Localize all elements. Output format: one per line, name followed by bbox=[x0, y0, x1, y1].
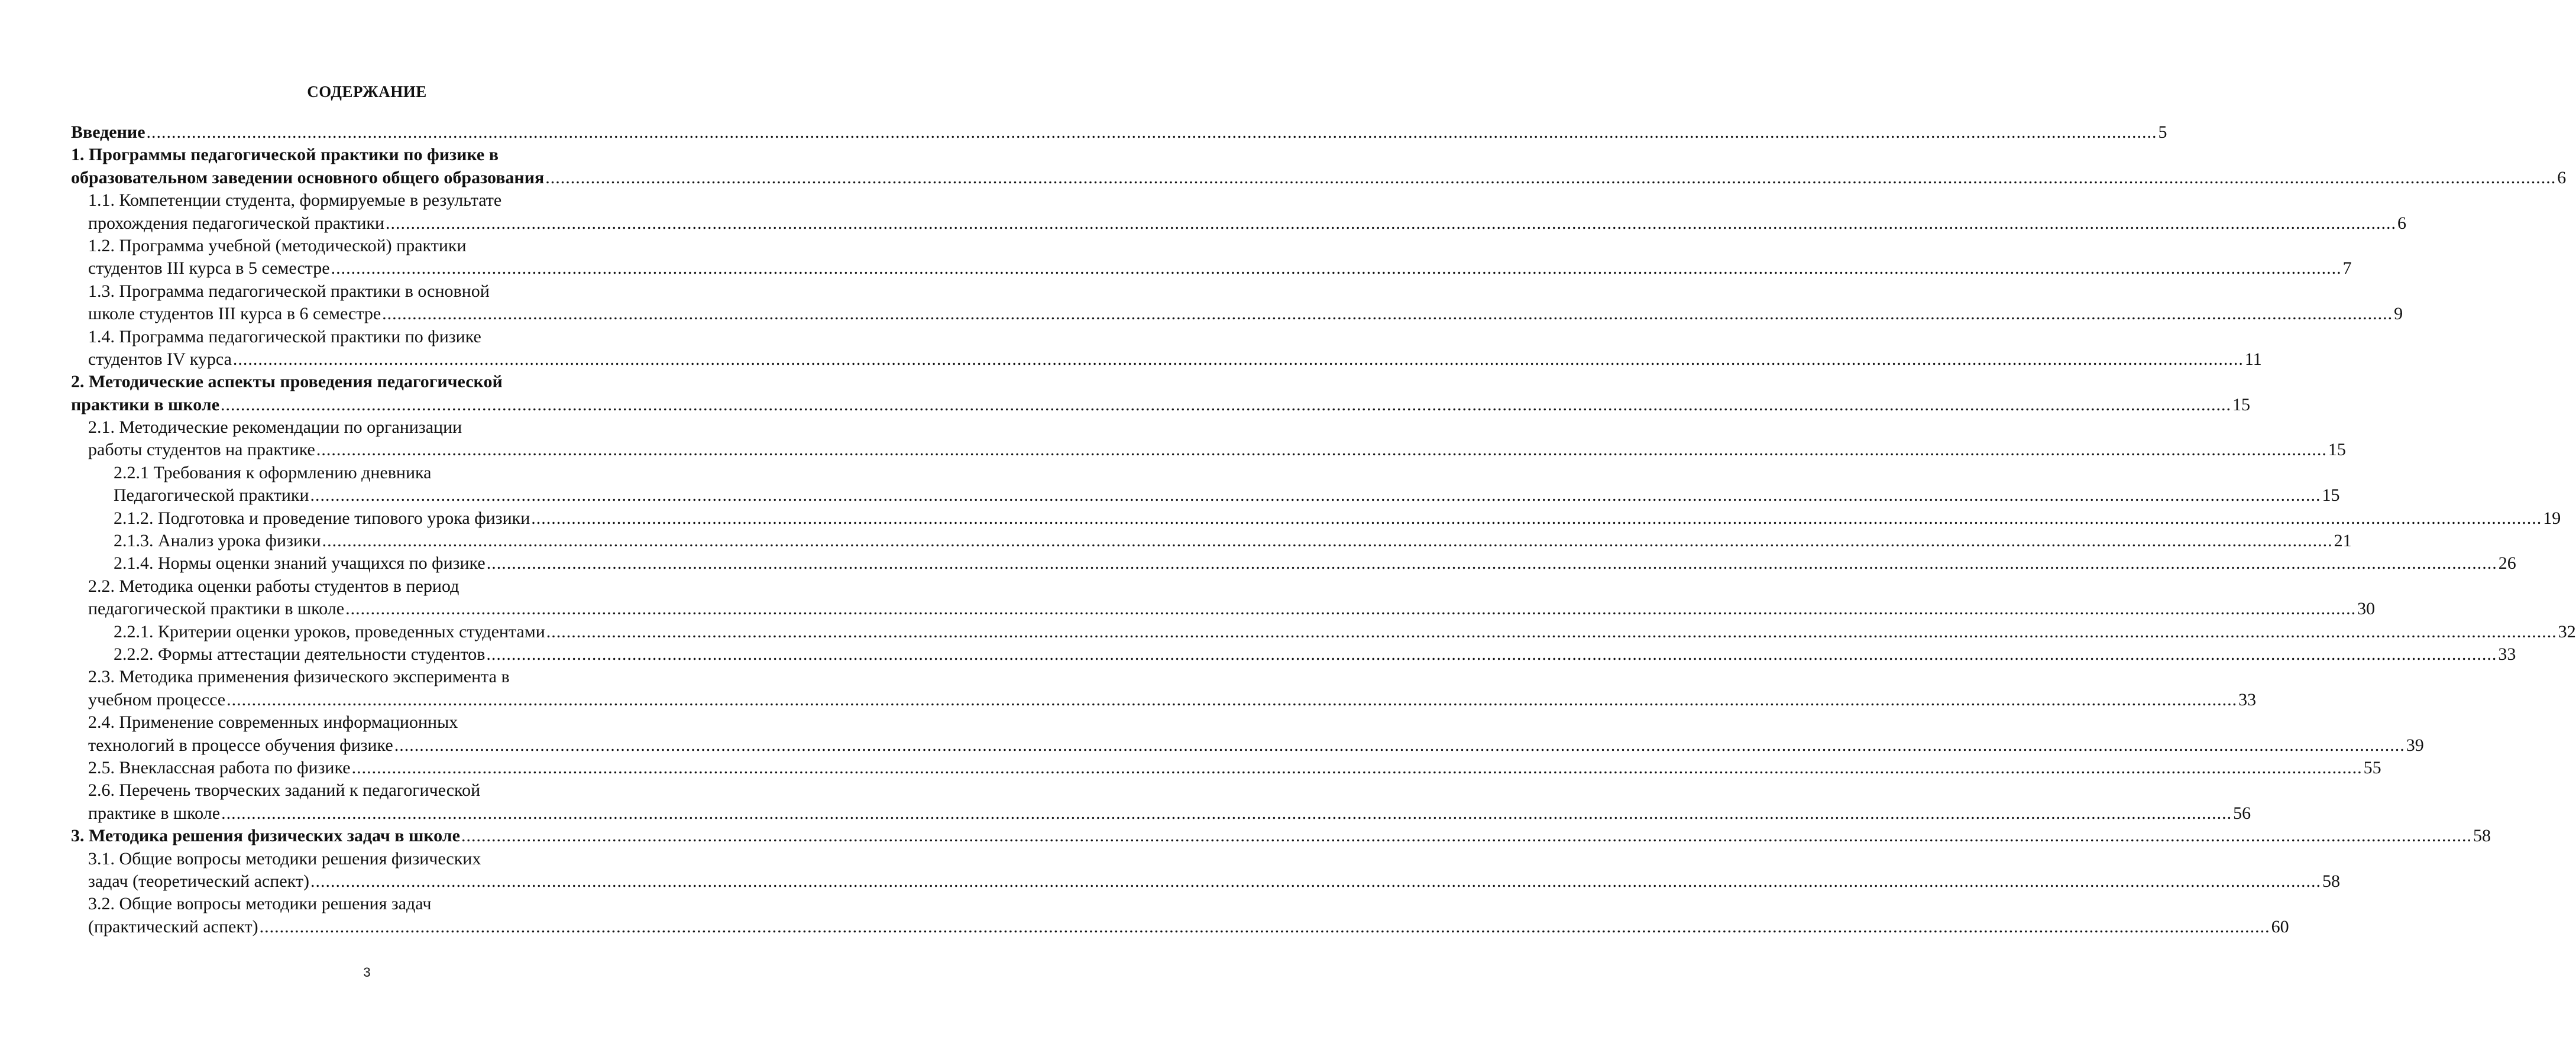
toc-leader-dots: ................................................................................................................................................................................................................................................................................................................................................................................................................ bbox=[322, 531, 2333, 551]
toc-entry-text: 3.1. Общие вопросы методики решения физических bbox=[88, 848, 481, 869]
toc-entry-text: 2.6. Перечень творческих заданий к педагогической bbox=[88, 780, 481, 801]
toc-leader-dots: ................................................................................................................................................................................................................................................................................................................................................................................................................ bbox=[531, 508, 2542, 528]
toc-leader-dots: ................................................................................................................................................................................................................................................................................................................................................................................................................ bbox=[316, 440, 2327, 460]
toc-entry-text: 2.4. Применение современных информационных bbox=[88, 712, 458, 733]
toc-leader-dots: ................................................................................................................................................................................................................................................................................................................................................................................................................ bbox=[546, 621, 2557, 641]
toc-page-number: 39 bbox=[2406, 735, 2424, 755]
toc-entry-title: 2.1.3. Анализ урока физики bbox=[114, 531, 321, 551]
toc-entry-title: 2.1.4. Нормы оценки знаний учащихся по физике bbox=[114, 553, 486, 573]
toc-leader-dots: ................................................................................................................................................................................................................................................................................................................................................................................................................ bbox=[232, 349, 2244, 369]
toc-entry-text: 2.3. Методика применения физического эксперимента в bbox=[88, 667, 510, 687]
toc-page-number: 15 bbox=[2232, 394, 2251, 414]
toc-entry[interactable] bbox=[71, 621, 2576, 643]
toc-entry[interactable] bbox=[71, 848, 2340, 893]
toc-entry-text: 1.3. Программа педагогической практики в основной bbox=[88, 281, 490, 301]
toc-entry-text: 1.2. Программа учебной (методической) практики bbox=[88, 235, 467, 255]
toc-entry[interactable] bbox=[71, 280, 2403, 326]
toc-page-number: 33 bbox=[2238, 689, 2257, 709]
toc-page-number: 55 bbox=[2363, 757, 2381, 777]
toc-entry[interactable] bbox=[71, 575, 2376, 621]
toc-entry-title: работы студентов на практике bbox=[88, 440, 315, 460]
toc-entry-text: 1. Программы педагогической практики по физике в bbox=[71, 145, 499, 165]
toc-page-number: 58 bbox=[2322, 871, 2340, 891]
toc-leader-dots: ................................................................................................................................................................................................................................................................................................................................................................................................................ bbox=[394, 735, 2405, 755]
toc-entry-title: технологий в процессе обучения физике bbox=[88, 735, 393, 755]
toc-entry[interactable] bbox=[71, 643, 2516, 666]
toc-entry-title: образовательном заведении основного общего образования bbox=[71, 167, 545, 187]
toc-entry-text: 2.1. Методические рекомендации по организации bbox=[88, 417, 462, 438]
toc-leader-dots: ................................................................................................................................................................................................................................................................................................................................................................................................................ bbox=[226, 689, 2238, 709]
toc-leader-dots: ................................................................................................................................................................................................................................................................................................................................................................................................................ bbox=[259, 916, 2270, 936]
toc-leader-dots: ................................................................................................................................................................................................................................................................................................................................................................................................................ bbox=[545, 167, 2556, 187]
toc-entry-title: 2.2.2. Формы аттестации деятельности студентов bbox=[114, 644, 486, 664]
toc-entry[interactable] bbox=[71, 507, 2561, 530]
toc-leader-dots: ................................................................................................................................................................................................................................................................................................................................................................................................................ bbox=[221, 394, 2232, 414]
toc-entry[interactable] bbox=[71, 666, 2257, 711]
toc-page-number: 26 bbox=[2498, 553, 2516, 573]
toc-leader-dots: ................................................................................................................................................................................................................................................................................................................................................................................................................ bbox=[486, 553, 2497, 573]
toc-entry[interactable] bbox=[71, 893, 2289, 938]
toc-page-number: 33 bbox=[2498, 644, 2516, 664]
toc-page-number: 21 bbox=[2334, 531, 2352, 551]
toc-leader-dots: ................................................................................................................................................................................................................................................................................................................................................................................................................ bbox=[382, 304, 2393, 324]
toc-page-number: 9 bbox=[2394, 304, 2403, 324]
toc-page-number: 19 bbox=[2543, 508, 2561, 528]
toc-entry[interactable] bbox=[71, 552, 2516, 575]
toc-entry-title: 3. Методика решения физических задач в школе bbox=[71, 826, 460, 846]
toc-leader-dots: ................................................................................................................................................................................................................................................................................................................................................................................................................ bbox=[146, 122, 2157, 142]
toc-page-number: 11 bbox=[2244, 349, 2262, 369]
toc-entry[interactable] bbox=[71, 121, 2167, 144]
toc-entry-title: студентов IV курса bbox=[88, 349, 232, 369]
toc-entry-title: 2.5. Внеклассная работа по физике bbox=[88, 757, 351, 777]
toc-entry[interactable] bbox=[71, 825, 2491, 847]
toc-entry[interactable] bbox=[71, 711, 2424, 757]
toc-entry-text: 2.2. Методика оценки работы студентов в период bbox=[88, 576, 459, 596]
toc-leader-dots: ................................................................................................................................................................................................................................................................................................................................................................................................................ bbox=[310, 871, 2321, 891]
toc-entry-text: 3.2. Общие вопросы методики решения задач bbox=[88, 894, 432, 914]
toc-leader-dots: ................................................................................................................................................................................................................................................................................................................................................................................................................ bbox=[461, 826, 2472, 846]
toc-entry[interactable] bbox=[71, 235, 2352, 280]
toc-leader-dots: ................................................................................................................................................................................................................................................................................................................................................................................................................ bbox=[486, 644, 2497, 664]
toc-entry[interactable] bbox=[71, 144, 2567, 189]
toc-leader-dots: ................................................................................................................................................................................................................................................................................................................................................................................................................ bbox=[345, 599, 2357, 619]
toc-page-number: 30 bbox=[2357, 599, 2376, 619]
toc-entry-title: практике в школе bbox=[88, 803, 221, 823]
toc-leader-dots: ................................................................................................................................................................................................................................................................................................................................................................................................................ bbox=[351, 757, 2363, 777]
toc-page-number: 5 bbox=[2158, 122, 2167, 142]
toc-page-number: 6 bbox=[2557, 167, 2567, 187]
toc-entry-title: школе студентов III курса в 6 семестре bbox=[88, 304, 381, 324]
toc-entry-title: Педагогической практики bbox=[114, 485, 309, 505]
toc-entry-title: 2.2.1. Критерии оценки уроков, проведенных студентами bbox=[114, 621, 545, 641]
toc-entry-title: Введение bbox=[71, 122, 145, 142]
toc-page-number: 58 bbox=[2473, 826, 2491, 846]
toc-entry[interactable] bbox=[71, 757, 2381, 779]
toc-entry-title: практики в школе bbox=[71, 394, 220, 414]
toc-page-number: 7 bbox=[2342, 258, 2352, 278]
toc-entry[interactable] bbox=[71, 326, 2262, 371]
toc-entry[interactable] bbox=[71, 371, 2251, 416]
toc-entry-title: задач (теоретический аспект) bbox=[88, 871, 309, 891]
toc-page-number: 15 bbox=[2322, 485, 2340, 505]
toc-entry-title: студентов III курса в 5 семестре bbox=[88, 258, 330, 278]
toc-entry-title: учебном процессе bbox=[88, 689, 226, 709]
toc-page-number: 56 bbox=[2233, 803, 2251, 823]
toc-page-number: 32 bbox=[2558, 621, 2576, 641]
toc-page-number: 15 bbox=[2328, 440, 2346, 460]
toc-entry-text: 1.1. Компетенции студента, формируемые в результате bbox=[88, 190, 502, 210]
toc-page-number: 60 bbox=[2271, 916, 2289, 936]
toc-entry-title: прохождения педагогической практики bbox=[88, 213, 385, 233]
toc-entry-title: педагогической практики в школе bbox=[88, 599, 345, 619]
toc-leader-dots: ................................................................................................................................................................................................................................................................................................................................................................................................................ bbox=[331, 258, 2342, 278]
page-number: 3 bbox=[363, 965, 371, 980]
toc-leader-dots: ................................................................................................................................................................................................................................................................................................................................................................................................................ bbox=[386, 213, 2397, 233]
toc-entry[interactable] bbox=[71, 530, 2352, 552]
toc-leader-dots: ................................................................................................................................................................................................................................................................................................................................................................................................................ bbox=[221, 803, 2232, 823]
toc-entry-text: 2. Методические аспекты проведения педагогической bbox=[71, 372, 503, 392]
page-title: СОДЕРЖАНИЕ bbox=[307, 83, 427, 101]
toc-entry[interactable] bbox=[71, 189, 2407, 235]
toc-entry[interactable] bbox=[71, 779, 2251, 825]
toc-leader-dots: ................................................................................................................................................................................................................................................................................................................................................................................................................ bbox=[310, 485, 2321, 505]
toc-entry[interactable] bbox=[71, 462, 2340, 507]
toc-entry-text: 2.2.1 Требования к оформлению дневника bbox=[114, 462, 432, 482]
toc-entry-title: (практический аспект) bbox=[88, 916, 258, 936]
table-of-contents bbox=[71, 121, 2576, 938]
toc-entry-title: 2.1.2. Подготовка и проведение типового урока физики bbox=[114, 508, 530, 528]
toc-page-number: 6 bbox=[2397, 213, 2407, 233]
toc-entry[interactable] bbox=[71, 416, 2346, 462]
toc-entry-text: 1.4. Программа педагогической практики по физике bbox=[88, 326, 481, 346]
